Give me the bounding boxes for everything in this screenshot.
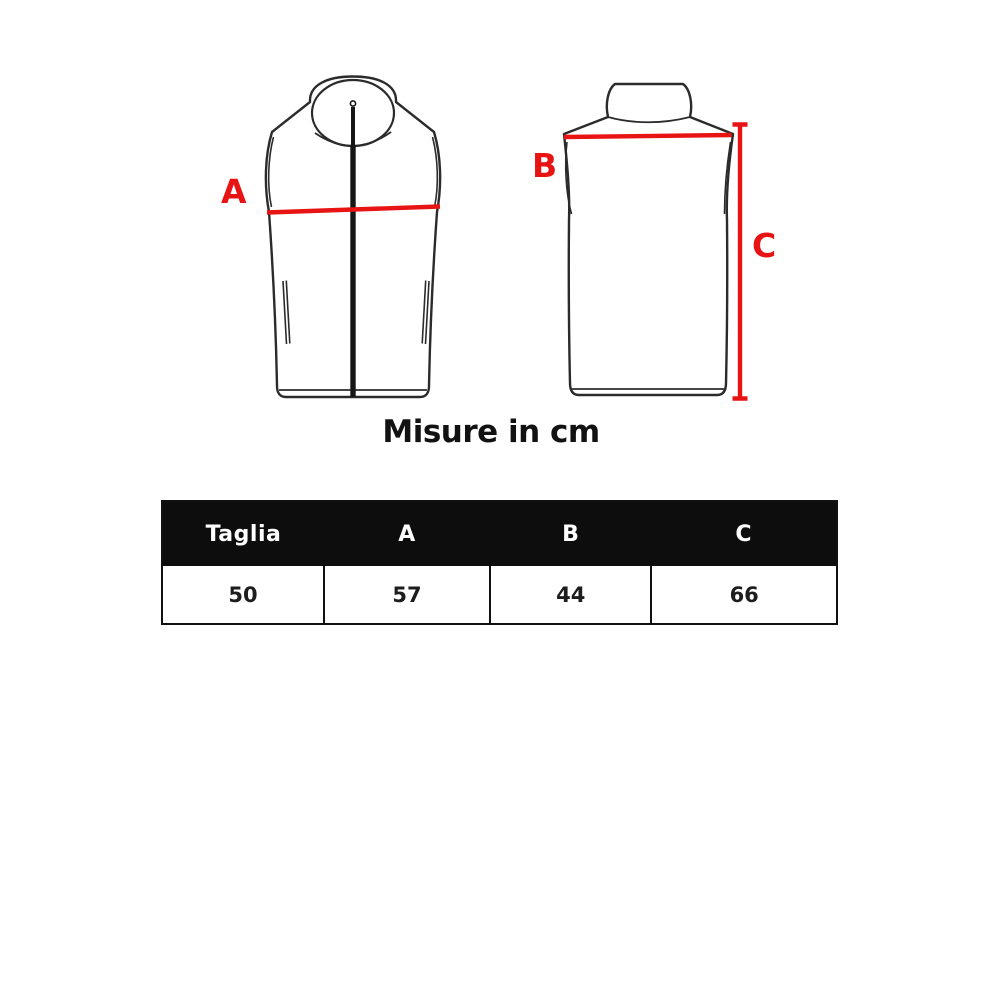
header-taglia: Taglia [162, 501, 324, 566]
measure-label-c: C [752, 226, 776, 265]
measure-label-b: B [532, 146, 557, 185]
cell-a: 57 [324, 566, 490, 624]
measure-label-a: A [221, 172, 246, 211]
vest-front-illustration [266, 77, 440, 398]
zipper-collar [351, 107, 355, 149]
vest-back-illustration [564, 84, 748, 399]
measurement-line-c [733, 125, 748, 399]
measurement-line-b [564, 135, 732, 137]
cell-taglia: 50 [162, 566, 324, 624]
cell-b: 44 [490, 566, 651, 624]
size-table [161, 500, 838, 625]
header-a: A [324, 501, 490, 566]
vest-back-outline [564, 84, 733, 395]
table-row [162, 566, 837, 624]
size-table-header-row [162, 501, 837, 566]
header-c: C [651, 501, 837, 566]
page-title: Misure in cm [382, 414, 600, 450]
zipper-pull [350, 101, 355, 106]
header-b: B [490, 501, 651, 566]
cell-c: 66 [651, 566, 837, 624]
zipper [350, 146, 355, 397]
